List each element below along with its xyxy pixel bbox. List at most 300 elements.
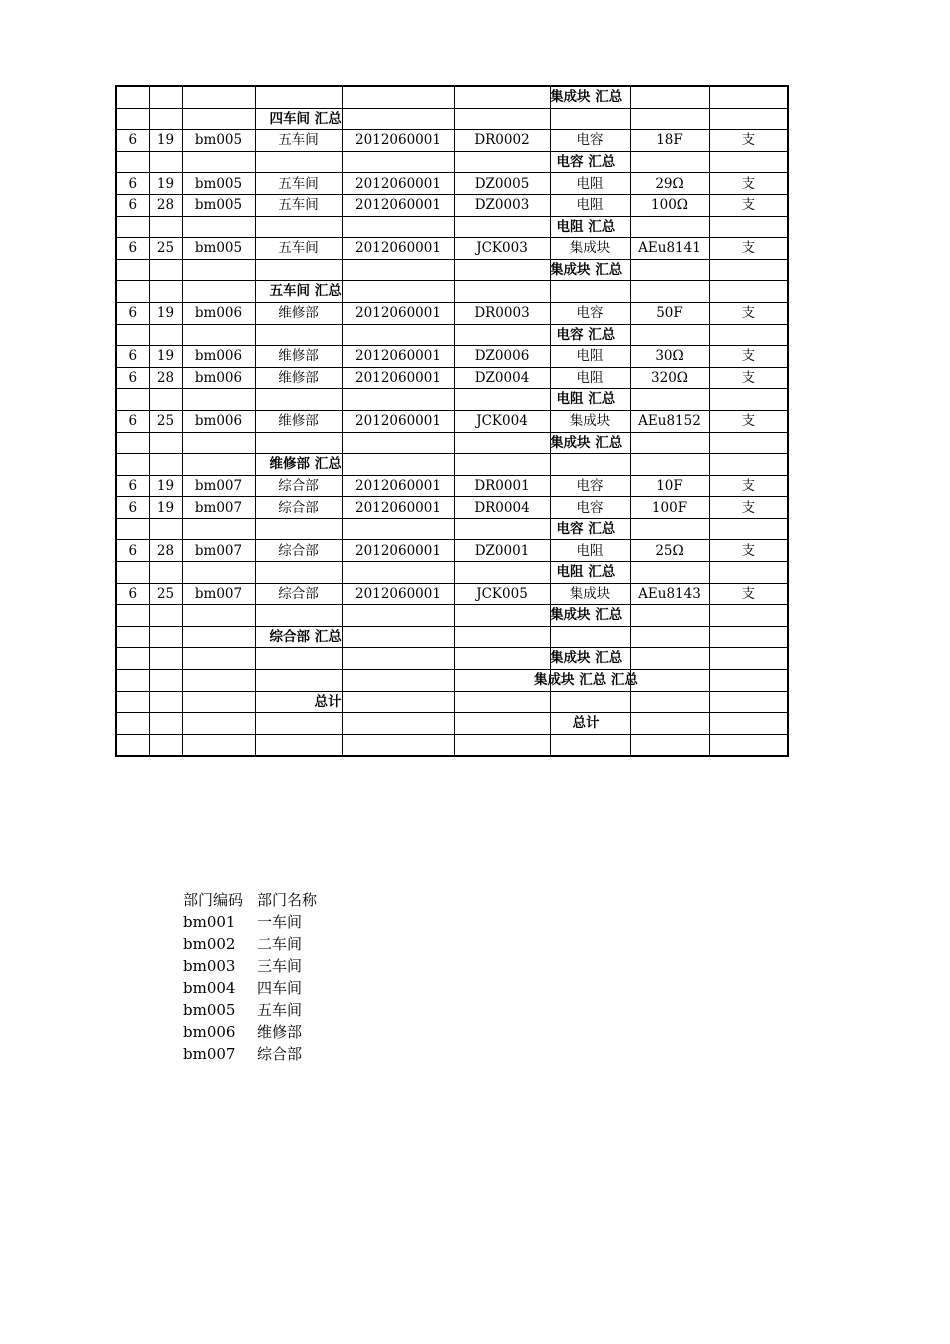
table-cell[interactable] — [182, 605, 255, 627]
table-cell[interactable] — [149, 691, 182, 713]
table-cell[interactable] — [550, 324, 630, 346]
table-cell[interactable] — [182, 734, 255, 756]
table-cell[interactable]: AEu8143 — [630, 583, 709, 605]
table-cell[interactable]: 2012060001 — [342, 367, 454, 389]
table-cell[interactable]: DZ0004 — [454, 367, 550, 389]
table-cell[interactable]: bm007 — [182, 475, 255, 497]
table-cell[interactable] — [182, 432, 255, 454]
table-cell[interactable] — [255, 108, 342, 130]
table-cell[interactable] — [116, 108, 149, 130]
table-cell[interactable]: 电容 — [550, 497, 630, 519]
table-cell[interactable]: 6 — [116, 367, 149, 389]
table-cell[interactable] — [550, 389, 630, 411]
table-cell[interactable] — [149, 432, 182, 454]
table-cell[interactable]: 支 — [709, 497, 788, 519]
table-row — [116, 173, 788, 195]
subtotal-label: 集成块 汇总 — [550, 89, 623, 105]
table-cell[interactable] — [709, 108, 788, 130]
table-cell[interactable] — [255, 670, 342, 692]
table-cell[interactable] — [454, 605, 550, 627]
table-cell[interactable] — [255, 713, 342, 735]
table-cell[interactable]: 19 — [149, 130, 182, 152]
table-cell[interactable] — [149, 281, 182, 303]
table-cell[interactable] — [454, 626, 550, 648]
table-cell[interactable] — [149, 324, 182, 346]
table-cell[interactable] — [182, 151, 255, 173]
table-cell[interactable]: 电阻 — [550, 367, 630, 389]
table-cell[interactable] — [255, 216, 342, 238]
table-cell[interactable] — [550, 86, 630, 108]
table-cell[interactable]: DZ0003 — [454, 194, 550, 216]
table-cell[interactable] — [149, 108, 182, 130]
table-cell[interactable]: 19 — [149, 497, 182, 519]
table-cell[interactable] — [709, 648, 788, 670]
table-cell[interactable] — [182, 216, 255, 238]
table-cell[interactable]: 19 — [149, 475, 182, 497]
table-cell[interactable] — [454, 259, 550, 281]
table-cell[interactable] — [182, 389, 255, 411]
table-cell[interactable] — [116, 454, 149, 476]
table-cell[interactable]: 2012060001 — [342, 302, 454, 324]
table-cell[interactable]: 五车间 — [255, 173, 342, 195]
table-cell[interactable] — [116, 691, 149, 713]
table-cell[interactable]: 29Ω — [630, 173, 709, 195]
table-cell[interactable] — [255, 605, 342, 627]
table-cell[interactable] — [534, 670, 638, 692]
table-cell[interactable] — [116, 562, 149, 584]
table-cell[interactable] — [116, 86, 149, 108]
table-cell[interactable] — [255, 281, 342, 303]
table-cell[interactable] — [630, 713, 709, 735]
table-cell[interactable]: 支 — [709, 583, 788, 605]
table-cell[interactable]: 10F — [630, 475, 709, 497]
table-cell[interactable] — [630, 648, 709, 670]
table-cell[interactable]: 6 — [116, 497, 149, 519]
table-cell[interactable] — [182, 713, 255, 735]
table-cell[interactable] — [630, 691, 709, 713]
table-cell[interactable]: bm006 — [182, 410, 255, 432]
table-cell[interactable] — [630, 281, 709, 303]
table-cell[interactable]: 28 — [149, 540, 182, 562]
table-cell[interactable] — [454, 389, 550, 411]
table-cell[interactable]: bm005 — [182, 130, 255, 152]
table-cell[interactable] — [550, 562, 630, 584]
table-cell[interactable]: 支 — [709, 173, 788, 195]
table-cell[interactable]: 6 — [116, 238, 149, 260]
table-cell[interactable] — [454, 713, 550, 735]
table-cell[interactable] — [454, 281, 550, 303]
subtotal-label: 五车间 汇总 — [269, 283, 342, 300]
table-cell[interactable]: 电阻 — [550, 173, 630, 195]
table-cell[interactable]: 五车间 — [255, 130, 342, 152]
table-cell[interactable]: 6 — [116, 173, 149, 195]
table-cell[interactable] — [454, 562, 550, 584]
table-cell[interactable]: 19 — [149, 346, 182, 368]
table-cell[interactable] — [550, 691, 630, 713]
table-cell[interactable] — [454, 86, 550, 108]
table-cell[interactable] — [342, 281, 454, 303]
table-cell[interactable] — [342, 713, 454, 735]
table-cell[interactable] — [550, 281, 630, 303]
table-cell[interactable] — [342, 518, 454, 540]
table-cell[interactable]: 支 — [709, 238, 788, 260]
table-cell[interactable]: 电容 — [550, 130, 630, 152]
table-cell[interactable]: 320Ω — [630, 367, 709, 389]
table-cell[interactable]: bm007 — [182, 497, 255, 519]
table-cell[interactable] — [550, 518, 630, 540]
table-cell[interactable]: 6 — [116, 194, 149, 216]
table-cell[interactable] — [182, 281, 255, 303]
table-cell[interactable] — [182, 626, 255, 648]
table-cell[interactable] — [454, 432, 550, 454]
table-cell[interactable]: DR0004 — [454, 497, 550, 519]
table-cell[interactable]: 2012060001 — [342, 583, 454, 605]
table-cell[interactable] — [342, 108, 454, 130]
table-cell[interactable] — [255, 454, 342, 476]
table-cell[interactable]: 电容 — [550, 302, 630, 324]
subtotal-row — [116, 86, 788, 108]
table-row — [116, 497, 788, 519]
subtotal-label: 总计 — [314, 693, 342, 710]
dept-code: bm002 — [183, 935, 236, 953]
table-cell[interactable]: DR0003 — [454, 302, 550, 324]
table-cell[interactable]: 支 — [709, 475, 788, 497]
table-cell[interactable]: 100F — [630, 497, 709, 519]
table-cell[interactable] — [149, 605, 182, 627]
table-cell[interactable]: bm006 — [182, 367, 255, 389]
table-cell[interactable] — [255, 691, 342, 713]
table-cell[interactable] — [255, 324, 342, 346]
table-cell[interactable]: 2012060001 — [342, 475, 454, 497]
table-cell[interactable] — [149, 389, 182, 411]
table-cell[interactable] — [182, 108, 255, 130]
table-cell[interactable] — [116, 281, 149, 303]
table-cell[interactable] — [116, 713, 149, 735]
table-cell[interactable] — [630, 518, 709, 540]
table-cell[interactable] — [454, 454, 550, 476]
table-cell[interactable]: 电容 — [550, 475, 630, 497]
table-cell[interactable]: 2012060001 — [342, 173, 454, 195]
table-cell[interactable] — [149, 86, 182, 108]
table-cell[interactable] — [709, 324, 788, 346]
table-cell[interactable]: 2012060001 — [342, 194, 454, 216]
subtotal-label: 集成块 汇总 汇总 — [534, 672, 638, 689]
table-cell[interactable]: JCK004 — [454, 410, 550, 432]
table-cell[interactable] — [630, 432, 709, 454]
table-cell[interactable]: JCK003 — [454, 238, 550, 260]
table-cell[interactable]: 综合部 — [255, 540, 342, 562]
table-cell[interactable]: JCK005 — [454, 583, 550, 605]
subtotal-row — [116, 281, 788, 303]
table-cell[interactable] — [149, 734, 182, 756]
table-cell[interactable]: 25 — [149, 410, 182, 432]
table-cell[interactable] — [342, 562, 454, 584]
table-cell[interactable]: 28 — [149, 367, 182, 389]
table-cell[interactable] — [342, 389, 454, 411]
table-cell[interactable] — [116, 518, 149, 540]
table-cell[interactable]: 2012060001 — [342, 540, 454, 562]
table-cell[interactable] — [255, 432, 342, 454]
table-cell[interactable]: DR0002 — [454, 130, 550, 152]
table-cell[interactable] — [550, 605, 630, 627]
table-cell[interactable]: 五车间 — [255, 238, 342, 260]
lookup-row — [183, 955, 317, 977]
table-cell[interactable] — [709, 151, 788, 173]
table-cell[interactable] — [149, 713, 182, 735]
table-cell[interactable] — [255, 734, 342, 756]
subtotal-row — [116, 605, 788, 627]
table-cell[interactable] — [149, 216, 182, 238]
table-cell[interactable]: 综合部 — [255, 475, 342, 497]
table-cell[interactable]: bm007 — [182, 583, 255, 605]
table-cell[interactable] — [709, 518, 788, 540]
table-cell[interactable] — [342, 432, 454, 454]
table-cell[interactable] — [342, 86, 454, 108]
table-row — [116, 194, 788, 216]
table-cell[interactable] — [550, 151, 630, 173]
table-cell[interactable] — [255, 389, 342, 411]
table-cell[interactable]: 2012060001 — [342, 346, 454, 368]
table-cell[interactable] — [709, 281, 788, 303]
table-cell[interactable] — [342, 324, 454, 346]
subtotal-row — [116, 713, 788, 735]
table-cell[interactable] — [149, 259, 182, 281]
table-cell[interactable] — [550, 108, 630, 130]
table-cell[interactable] — [709, 259, 788, 281]
table-cell[interactable] — [550, 454, 630, 476]
table-cell[interactable]: 19 — [149, 302, 182, 324]
table-cell[interactable]: 2012060001 — [342, 410, 454, 432]
table-cell[interactable] — [255, 648, 342, 670]
table-cell[interactable] — [149, 670, 182, 692]
table-cell[interactable]: 30Ω — [630, 346, 709, 368]
subtotal-row — [116, 259, 788, 281]
table-cell[interactable] — [342, 734, 454, 756]
table-cell[interactable]: 25 — [149, 583, 182, 605]
table-cell[interactable]: 6 — [116, 346, 149, 368]
table-cell[interactable] — [255, 151, 342, 173]
table-cell[interactable]: 集成块 — [550, 583, 630, 605]
table-cell[interactable] — [182, 670, 255, 692]
table-cell[interactable]: 集成块 — [550, 238, 630, 260]
table-cell[interactable]: 五车间 — [255, 194, 342, 216]
table-cell[interactable] — [454, 216, 550, 238]
table-cell[interactable] — [709, 216, 788, 238]
table-cell[interactable] — [709, 691, 788, 713]
table-cell[interactable] — [550, 734, 630, 756]
table-cell[interactable] — [116, 648, 149, 670]
table-cell[interactable] — [630, 151, 709, 173]
table-cell[interactable]: 28 — [149, 194, 182, 216]
table-row — [116, 238, 788, 260]
table-cell[interactable] — [149, 648, 182, 670]
table-cell[interactable]: 维修部 — [255, 410, 342, 432]
table-cell[interactable]: 6 — [116, 583, 149, 605]
table-cell[interactable] — [630, 454, 709, 476]
table-cell[interactable]: 支 — [709, 410, 788, 432]
table-cell[interactable] — [182, 259, 255, 281]
table-cell[interactable]: 2012060001 — [342, 497, 454, 519]
table-cell[interactable] — [550, 713, 630, 735]
table-cell[interactable] — [550, 259, 630, 281]
table-cell[interactable] — [342, 626, 454, 648]
table-cell[interactable] — [630, 626, 709, 648]
table-cell[interactable]: 支 — [709, 367, 788, 389]
table-cell[interactable] — [709, 605, 788, 627]
table-cell[interactable] — [709, 454, 788, 476]
table-cell[interactable]: 19 — [149, 173, 182, 195]
table-cell[interactable] — [342, 648, 454, 670]
table-cell[interactable] — [630, 562, 709, 584]
table-cell[interactable]: 维修部 — [255, 367, 342, 389]
table-cell[interactable]: AEu8141 — [630, 238, 709, 260]
table-cell[interactable] — [116, 324, 149, 346]
table-cell[interactable] — [116, 389, 149, 411]
table-cell[interactable] — [182, 648, 255, 670]
table-cell[interactable] — [630, 108, 709, 130]
subtotal-row — [116, 216, 788, 238]
table-cell[interactable] — [116, 626, 149, 648]
table-cell[interactable]: 电阻 — [550, 540, 630, 562]
dept-code: bm001 — [183, 913, 236, 931]
table-cell[interactable] — [149, 454, 182, 476]
table-cell[interactable] — [149, 626, 182, 648]
table-cell[interactable] — [116, 151, 149, 173]
table-cell[interactable] — [630, 389, 709, 411]
table-cell[interactable]: bm005 — [182, 194, 255, 216]
table-cell[interactable] — [709, 389, 788, 411]
table-cell[interactable] — [454, 734, 550, 756]
table-cell[interactable] — [149, 518, 182, 540]
table-row — [116, 410, 788, 432]
table-cell[interactable] — [116, 605, 149, 627]
table-cell[interactable]: 6 — [116, 410, 149, 432]
table-cell[interactable] — [709, 626, 788, 648]
table-cell[interactable] — [630, 734, 709, 756]
table-cell[interactable]: 6 — [116, 302, 149, 324]
table-cell[interactable] — [255, 518, 342, 540]
table-cell[interactable] — [255, 86, 342, 108]
table-cell[interactable] — [709, 713, 788, 735]
table-cell[interactable] — [182, 324, 255, 346]
table-cell[interactable] — [550, 432, 630, 454]
table-cell[interactable] — [182, 691, 255, 713]
table-cell[interactable] — [630, 605, 709, 627]
table-cell[interactable] — [550, 216, 630, 238]
table-cell[interactable] — [709, 86, 788, 108]
table-cell[interactable]: 综合部 — [255, 583, 342, 605]
table-cell[interactable]: DZ0005 — [454, 173, 550, 195]
table-cell[interactable]: 综合部 — [255, 497, 342, 519]
table-cell[interactable]: 电阻 — [550, 346, 630, 368]
table-cell[interactable] — [182, 86, 255, 108]
table-cell[interactable] — [182, 562, 255, 584]
table-cell[interactable] — [342, 259, 454, 281]
table-cell[interactable]: 100Ω — [630, 194, 709, 216]
table-cell[interactable] — [454, 691, 550, 713]
table-cell[interactable]: 2012060001 — [342, 238, 454, 260]
table-cell[interactable]: bm005 — [182, 238, 255, 260]
table-cell[interactable]: 18F — [630, 130, 709, 152]
table-cell[interactable] — [630, 324, 709, 346]
table-cell[interactable] — [116, 259, 149, 281]
table-cell[interactable]: 支 — [709, 540, 788, 562]
table-cell[interactable] — [709, 432, 788, 454]
table-cell[interactable]: 维修部 — [255, 346, 342, 368]
table-cell[interactable]: DR0001 — [454, 475, 550, 497]
table-cell[interactable] — [116, 670, 149, 692]
table-cell[interactable] — [454, 151, 550, 173]
table-cell[interactable] — [454, 648, 550, 670]
table-cell[interactable] — [116, 734, 149, 756]
table-cell[interactable]: 支 — [709, 130, 788, 152]
table-cell[interactable] — [342, 454, 454, 476]
table-cell[interactable] — [709, 562, 788, 584]
table-cell[interactable]: 6 — [116, 475, 149, 497]
table-cell[interactable] — [342, 670, 454, 692]
table-cell[interactable] — [454, 518, 550, 540]
table-cell[interactable]: AEu8152 — [630, 410, 709, 432]
table-cell[interactable]: 支 — [709, 194, 788, 216]
table-cell[interactable] — [342, 691, 454, 713]
table-cell[interactable] — [550, 626, 630, 648]
table-cell[interactable] — [255, 626, 342, 648]
table-cell[interactable] — [182, 454, 255, 476]
table-cell[interactable]: 50F — [630, 302, 709, 324]
table-cell[interactable] — [630, 86, 709, 108]
dept-code: bm006 — [183, 1023, 236, 1041]
table-cell[interactable] — [709, 670, 788, 692]
table-cell[interactable]: 集成块 — [550, 410, 630, 432]
table-cell[interactable]: 6 — [116, 130, 149, 152]
table-cell[interactable]: DZ0001 — [454, 540, 550, 562]
table-cell[interactable]: bm007 — [182, 540, 255, 562]
table-cell[interactable]: 电阻 — [550, 194, 630, 216]
table-cell[interactable]: 支 — [709, 302, 788, 324]
table-cell[interactable]: 维修部 — [255, 302, 342, 324]
table-cell[interactable]: 25Ω — [630, 540, 709, 562]
table-cell[interactable]: DZ0006 — [454, 346, 550, 368]
table-cell[interactable] — [454, 108, 550, 130]
table-cell[interactable]: 6 — [116, 540, 149, 562]
table-cell[interactable] — [116, 216, 149, 238]
table-cell[interactable] — [255, 562, 342, 584]
table-cell[interactable] — [255, 259, 342, 281]
table-cell[interactable]: bm006 — [182, 302, 255, 324]
table-row — [116, 475, 788, 497]
table-cell[interactable] — [149, 562, 182, 584]
table-cell[interactable] — [630, 670, 709, 692]
table-cell[interactable]: 2012060001 — [342, 130, 454, 152]
table-cell[interactable] — [116, 432, 149, 454]
table-row — [116, 130, 788, 152]
table-cell[interactable] — [182, 518, 255, 540]
dept-name: 一车间 — [257, 913, 303, 931]
table-cell[interactable] — [342, 151, 454, 173]
table-cell[interactable]: 支 — [709, 346, 788, 368]
table-cell[interactable]: bm006 — [182, 346, 255, 368]
table-cell[interactable] — [709, 734, 788, 756]
table-cell[interactable] — [454, 324, 550, 346]
table-cell[interactable] — [342, 605, 454, 627]
table-cell[interactable] — [149, 151, 182, 173]
table-cell[interactable] — [630, 216, 709, 238]
table-cell[interactable] — [630, 259, 709, 281]
table-cell[interactable]: 25 — [149, 238, 182, 260]
table-cell[interactable] — [342, 216, 454, 238]
table-cell[interactable] — [550, 648, 630, 670]
table-cell[interactable]: bm005 — [182, 173, 255, 195]
